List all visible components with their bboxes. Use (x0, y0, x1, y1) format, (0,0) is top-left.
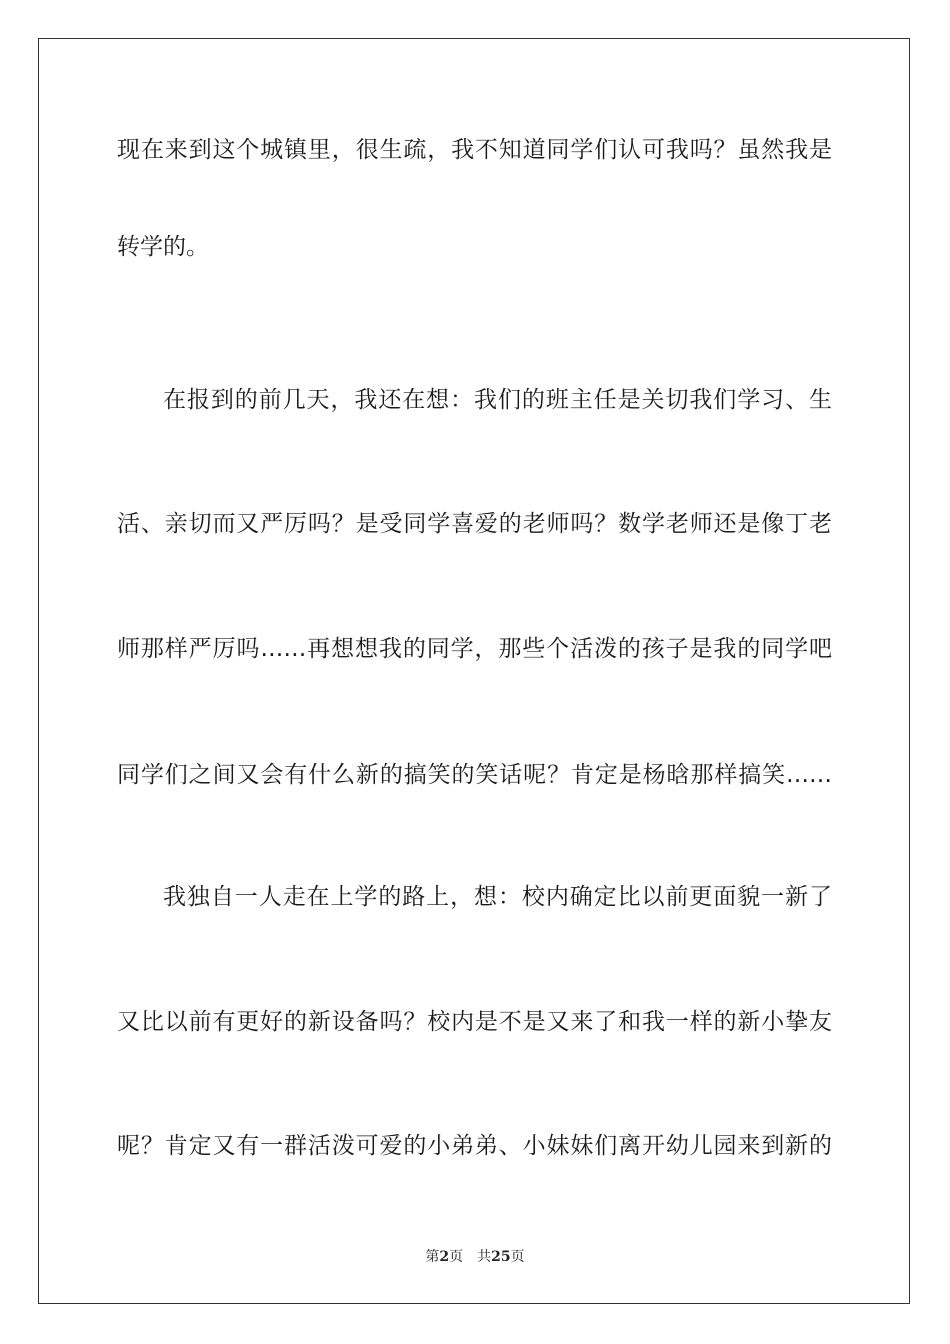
text-line-2: 转学的。 (117, 234, 209, 260)
text-line-6: 同学们之间又会有什么新的搞笑的笑话呢？肯定是杨晗那样搞笑…… (117, 762, 832, 788)
page-footer (0, 1247, 950, 1267)
text-line-4: 活、亲切而又严厉吗？是受同学喜爱的老师吗？数学老师还是像丁老 (117, 511, 832, 537)
page-number: 2 (439, 1249, 450, 1265)
text-line-1: 现在来到这个城镇里，很生疏，我不知道同学们认可我吗？虽然我是 (117, 137, 832, 163)
text-line-8: 又比以前有更好的新设备吗？校内是不是又来了和我一样的新小挚友 (117, 1009, 832, 1035)
text-line-7: 我独自一人走在上学的路上，想：校内确定比以前更面貌一新了 (163, 884, 832, 910)
text-line-5: 师那样严厉吗……再想想我的同学，那些个活泼的孩子是我的同学吧 (117, 636, 832, 662)
total-prefix: 共 (477, 1249, 492, 1265)
total-suffix: 页 (510, 1249, 525, 1265)
total-pages: 25 (491, 1249, 511, 1265)
page-prefix: 第 (425, 1249, 440, 1265)
text-line-3: 在报到的前几天，我还在想：我们的班主任是关切我们学习、生 (163, 387, 832, 413)
text-line-9: 呢？肯定又有一群活泼可爱的小弟弟、小妹妹们离开幼儿园来到新的 (117, 1133, 832, 1159)
page-suffix: 页 (449, 1249, 464, 1265)
